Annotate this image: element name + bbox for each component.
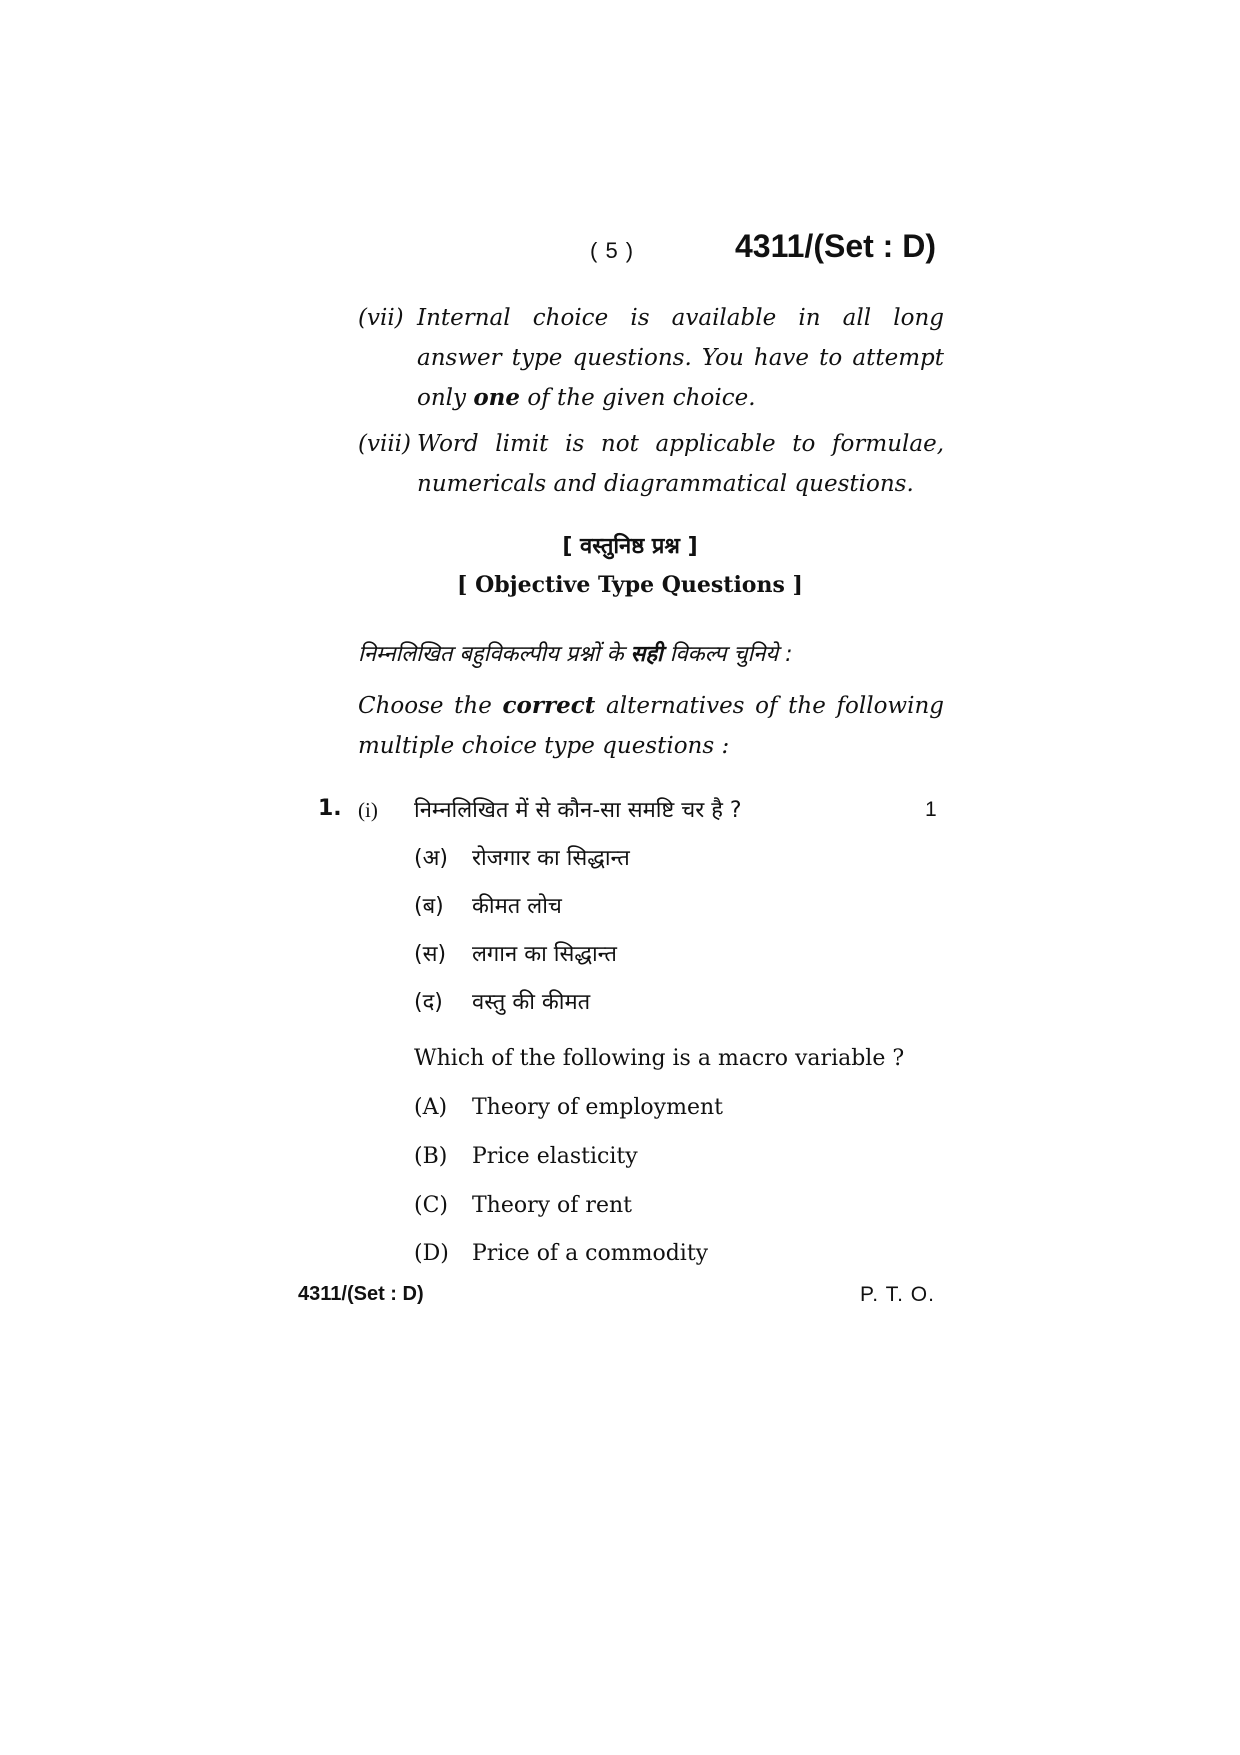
paper-code-footer: 4311/(Set : D) <box>298 1283 424 1305</box>
instruction-vii <box>358 298 944 418</box>
option-english <box>414 1241 708 1266</box>
option-label: (D) <box>414 1241 449 1266</box>
directions-hindi-part: विकल्प चुनिये : <box>662 642 793 667</box>
question-number: 1. <box>318 796 342 821</box>
instruction-text-part: Internal choice is available in all long answer type questions. You have to attempt only <box>417 305 944 411</box>
directions-english <box>358 686 944 766</box>
option-hindi <box>414 890 562 920</box>
option-label: (अ) <box>414 846 448 871</box>
page-number: ( 5 ) <box>590 238 635 263</box>
instruction-number: (viii) <box>358 431 412 457</box>
directions-hindi-part: निम्नलिखित बहुविकल्पीय प्रश्नों के <box>358 642 631 667</box>
option-hindi <box>414 938 617 968</box>
option-text: Theory of rent <box>472 1193 632 1218</box>
paper-code-header: 4311/(Set : D) <box>735 228 936 264</box>
instruction-number: (vii) <box>358 305 404 331</box>
instruction-viii <box>358 424 944 504</box>
directions-hindi <box>358 638 793 668</box>
question-sub-number: (i) <box>358 798 378 822</box>
option-hindi <box>414 842 630 872</box>
option-label: (स) <box>414 942 447 967</box>
directions-english-part: alternatives of the following multiple choice type questions : <box>358 693 945 759</box>
directions-hindi-emphasis: सही <box>630 642 663 667</box>
section-title-hindi: [ वस्तुनिष्ठ प्रश्न ] <box>562 534 698 559</box>
option-text: Price of a commodity <box>472 1241 709 1266</box>
directions-english-emphasis: correct <box>502 692 596 719</box>
question-text-hindi: निम्नलिखित में से कौन-सा समष्टि चर है ? <box>414 798 742 823</box>
option-label: (ब) <box>414 894 444 919</box>
question-text-english: Which of the following is a macro variable ? <box>414 1046 905 1071</box>
option-english <box>414 1193 632 1218</box>
instruction-text-part: of the given choice. <box>520 385 756 411</box>
option-english <box>414 1144 638 1169</box>
directions-english-part: Choose the <box>358 693 503 719</box>
option-text: Theory of employment <box>472 1095 723 1120</box>
option-text: कीमत लोच <box>472 894 562 919</box>
question-marks: 1 <box>925 798 937 821</box>
option-hindi <box>414 986 590 1016</box>
option-label: (द) <box>414 990 443 1015</box>
pto-label: P. T. O. <box>860 1283 935 1306</box>
option-label: (C) <box>414 1193 448 1218</box>
instruction-emphasis: one <box>473 384 521 411</box>
instruction-text <box>417 298 944 418</box>
option-text: रोजगार का सिद्धान्त <box>472 846 630 871</box>
instruction-text: Word limit is not applicable to formulae, numericals and diagrammatical questions. <box>417 431 944 497</box>
option-english <box>414 1095 723 1120</box>
option-text: लगान का सिद्धान्त <box>472 942 617 967</box>
section-title-english: [ Objective Type Questions ] <box>457 572 803 598</box>
option-text: Price elasticity <box>472 1144 638 1169</box>
option-label: (A) <box>414 1095 448 1120</box>
option-text: वस्तु की कीमत <box>472 990 591 1015</box>
option-label: (B) <box>414 1144 448 1169</box>
